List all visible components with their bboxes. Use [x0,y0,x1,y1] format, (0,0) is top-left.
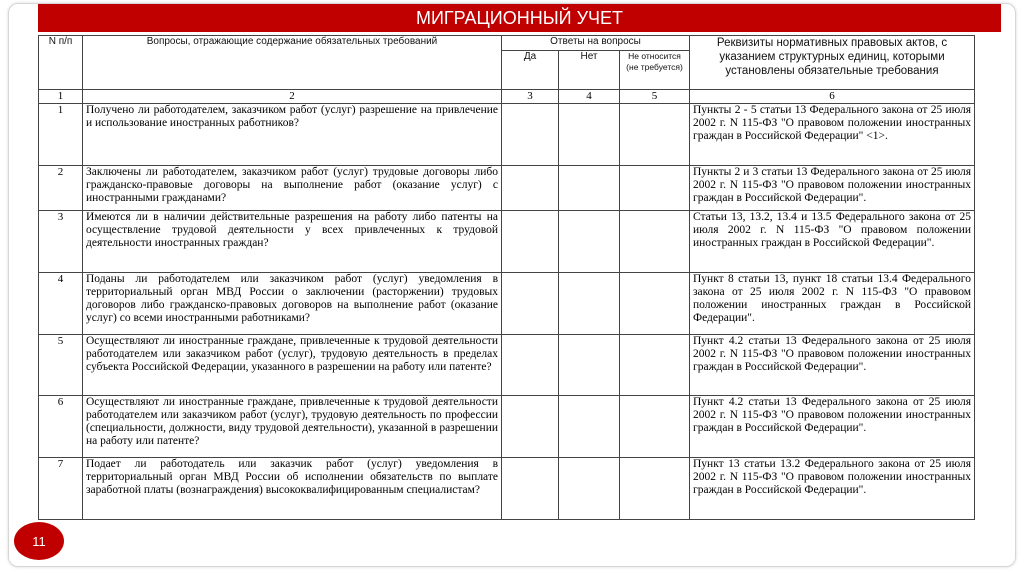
header-questions: Вопросы, отражающие содержание обязательных требований [83,36,502,90]
table-row [39,166,975,211]
answer-yes-cell[interactable] [502,396,559,458]
answer-no-cell[interactable] [559,166,620,211]
answer-na-cell[interactable] [620,273,690,335]
column-number-row [39,90,975,104]
answer-yes-cell[interactable] [502,104,559,166]
answer-na-cell[interactable] [620,211,690,273]
page-number-badge: 11 [14,522,64,560]
column-number: 2 [83,90,502,104]
question-text: Осуществляют ли иностранные граждане, привлеченные к трудовой деятельности работодателем или заказчиком работ (услуг), трудовую деятельность в пределах субъекта Российской Федерации, указанного в разрешении на работу или патенте? [83,335,502,396]
answer-no-cell[interactable] [559,211,620,273]
answer-yes-cell[interactable] [502,211,559,273]
answer-yes-cell[interactable] [502,335,559,396]
requirements-table [38,35,975,520]
header-answers: Ответы на вопросы [502,36,690,51]
law-requisites: Пункт 4.2 статьи 13 Федерального закона от 25 июля 2002 г. N 115-ФЗ "О правовом положении иностранных граждан в Российской Федерации". [690,396,975,458]
row-number: 5 [39,335,83,396]
answer-yes-cell[interactable] [502,458,559,520]
header-num: N п/п [39,36,83,90]
table-row [39,458,975,520]
row-number: 1 [39,104,83,166]
column-number: 4 [559,90,620,104]
table-row [39,273,975,335]
answer-no-cell[interactable] [559,104,620,166]
row-number: 3 [39,211,83,273]
answer-na-cell[interactable] [620,104,690,166]
column-number: 1 [39,90,83,104]
answer-no-cell[interactable] [559,458,620,520]
column-number: 3 [502,90,559,104]
table-row [39,335,975,396]
row-number: 6 [39,396,83,458]
answer-na-cell[interactable] [620,166,690,211]
row-number: 4 [39,273,83,335]
column-number: 5 [620,90,690,104]
header-not-applicable: Не относится (не требуется) [620,51,690,90]
header-no: Нет [559,51,620,90]
law-requisites: Пункты 2 - 5 статьи 13 Федерального закона от 25 июля 2002 г. N 115-ФЗ "О правовом положении иностранных граждан в Российской Федерации" <1>. [690,104,975,166]
law-requisites: Пункт 13 статьи 13.2 Федерального закона от 25 июля 2002 г. N 115-ФЗ "О правовом положении иностранных граждан в Российской Федерации". [690,458,975,520]
question-text: Подает ли работодатель или заказчик работ (услуг) уведомления в территориальный орган МВД России об исполнении обязательств по выплате заработной платы (вознаграждения) высококвалифицированным специалистам? [83,458,502,520]
answer-no-cell[interactable] [559,396,620,458]
law-requisites: Пункт 8 статьи 13, пункт 18 статьи 13.4 Федерального закона от 25 июля 2002 г. N 115-ФЗ "О правовом положении иностранных граждан в Российской Федерации". [690,273,975,335]
answer-na-cell[interactable] [620,396,690,458]
column-number: 6 [690,90,975,104]
table-row [39,104,975,166]
row-number: 7 [39,458,83,520]
question-text: Имеются ли в наличии действительные разрешения на работу либо патенты на осуществление трудовой деятельности у всех привлеченных к трудовой деятельности иностранных граждан? [83,211,502,273]
question-text: Получено ли работодателем, заказчиком работ (услуг) разрешение на привлечение и использование иностранных работников? [83,104,502,166]
answer-na-cell[interactable] [620,458,690,520]
answer-no-cell[interactable] [559,273,620,335]
law-requisites: Пункт 4.2 статьи 13 Федерального закона от 25 июля 2002 г. N 115-ФЗ "О правовом положении иностранных граждан в Российской Федерации". [690,335,975,396]
table-row [39,211,975,273]
row-number: 2 [39,166,83,211]
question-text: Заключены ли работодателем, заказчиком работ (услуг) трудовые договоры либо гражданско-правовые договоры на выполнение работ (оказание услуг) с иностранными гражданами? [83,166,502,211]
question-text: Осуществляют ли иностранные граждане, привлеченные к трудовой деятельности работодателем или заказчиком работ (услуг), трудовую деятельность по профессии (специальности, должности, виду трудовой деятельности), указанной в разрешении на работу или патенте? [83,396,502,458]
header-requisites: Реквизиты нормативных правовых актов, с указанием структурных единиц, которыми установлены обязательные требования [690,36,975,90]
slide-title: МИГРАЦИОННЫЙ УЧЕТ [38,4,1001,32]
law-requisites: Пункты 2 и 3 статьи 13 Федерального закона от 25 июля 2002 г. N 115-ФЗ "О правовом положении иностранных граждан в Российской Федерации". [690,166,975,211]
table-row [39,396,975,458]
answer-yes-cell[interactable] [502,273,559,335]
answer-yes-cell[interactable] [502,166,559,211]
header-yes: Да [502,51,559,90]
law-requisites: Статьи 13, 13.2, 13.4 и 13.5 Федерального закона от 25 июля 2002 г. N 115-ФЗ "О правовом положении иностранных граждан в Российской Федерации". [690,211,975,273]
answer-no-cell[interactable] [559,335,620,396]
question-text: Поданы ли работодателем или заказчиком работ (услуг) уведомления в территориальный орган МВД России о заключении (расторжении) трудовых договоров либо гражданско-правовых договоров на выполнение работ (оказание услуг) со всеми иностранными работниками? [83,273,502,335]
answer-na-cell[interactable] [620,335,690,396]
